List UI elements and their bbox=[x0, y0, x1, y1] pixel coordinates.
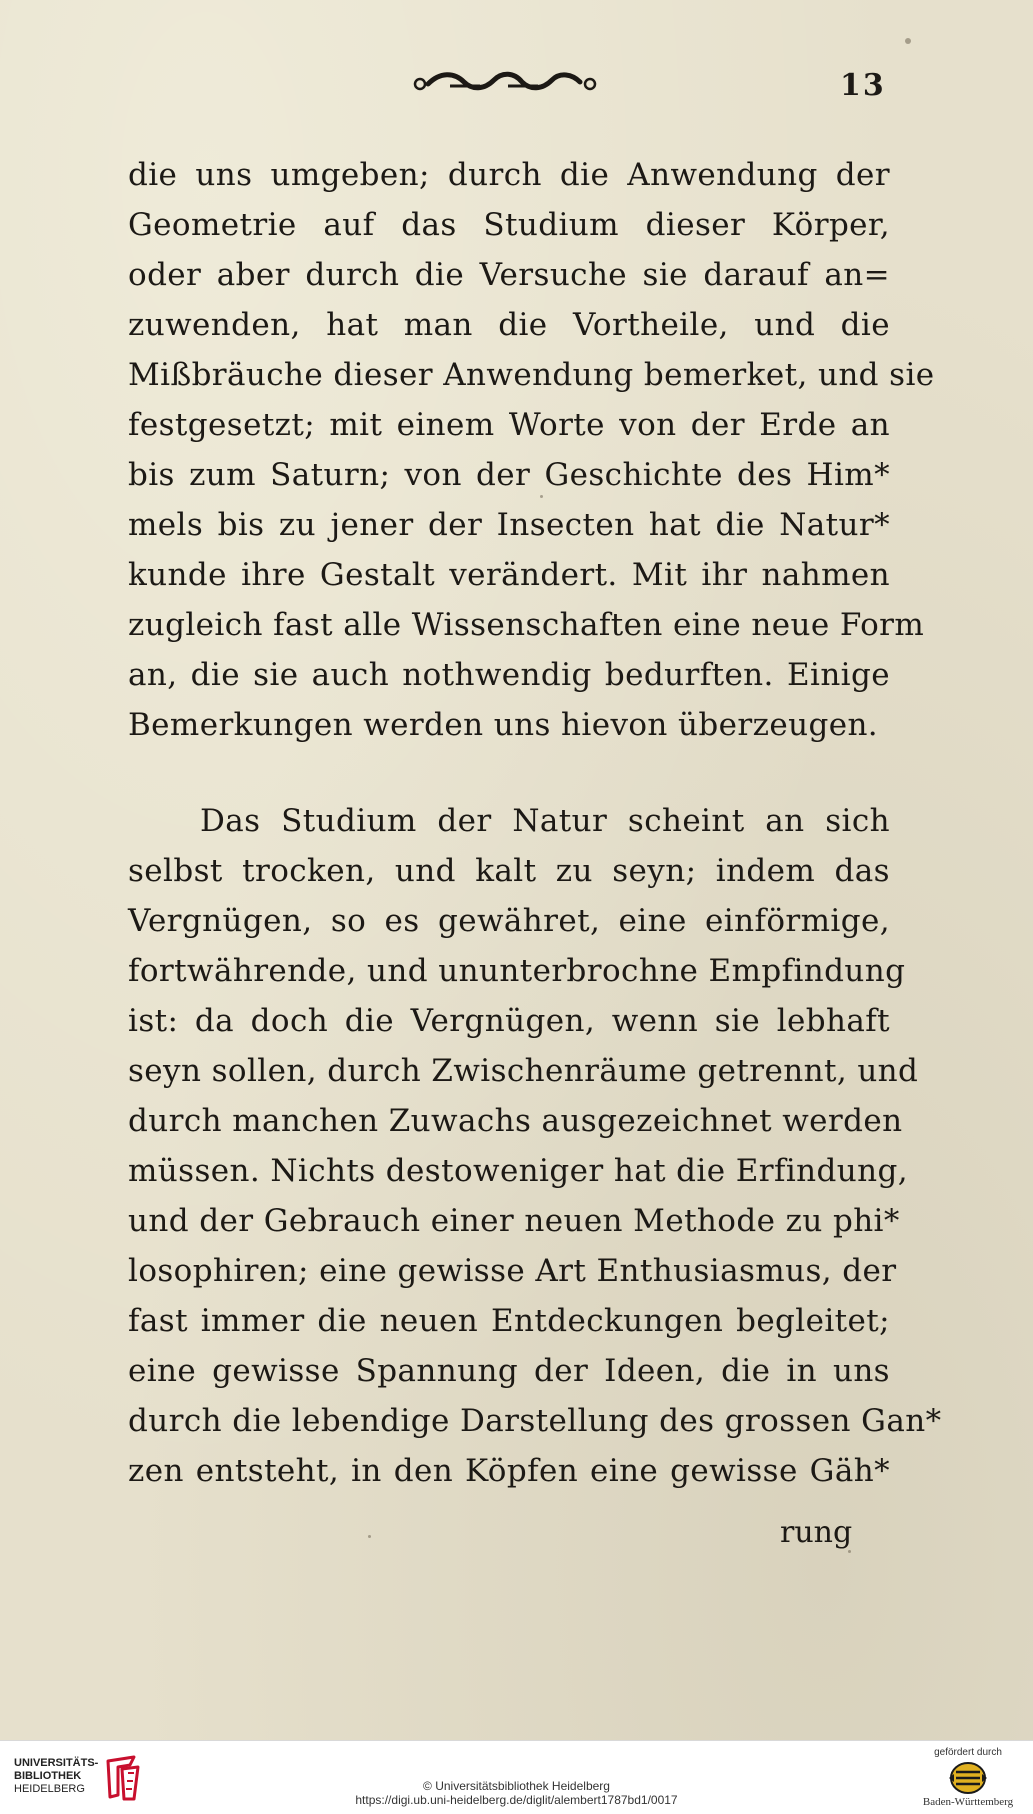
paper-speck bbox=[905, 38, 911, 44]
text-line: die uns umgeben; durch die Anwendung der bbox=[128, 157, 890, 193]
footer-credits bbox=[0, 1779, 1033, 1807]
paper-speck bbox=[368, 1535, 371, 1538]
page-number: 13 bbox=[840, 68, 886, 103]
text-line: durch manchen Zuwachs ausgezeichnet werden bbox=[128, 1103, 903, 1139]
copyright-text: © Universitätsbibliothek Heidelberg bbox=[423, 1779, 610, 1793]
text-line: bis zum Saturn; von der Geschichte des Him* bbox=[128, 457, 890, 493]
viewer-footer bbox=[0, 1740, 1033, 1814]
text-line: durch die lebendige Darstellung des grossen Gan* bbox=[128, 1403, 942, 1439]
text-line: oder aber durch die Versuche sie darauf an= bbox=[128, 257, 890, 293]
baden-wuerttemberg-crest-icon bbox=[946, 1760, 990, 1796]
vignette-ornament-icon bbox=[410, 68, 600, 98]
text-line: festgesetzt; mit einem Worte von der Erde an bbox=[128, 407, 890, 443]
text-line: fortwährende, und ununterbrochne Empfindung bbox=[128, 953, 906, 989]
text-line: ist: da doch die Vergnügen, wenn sie lebhaft bbox=[128, 1003, 890, 1039]
catchword: rung bbox=[780, 1515, 853, 1550]
paper-speck bbox=[848, 1550, 851, 1553]
text-line: kunde ihre Gestalt verändert. Mit ihr nahmen bbox=[128, 557, 890, 593]
paragraph-1 bbox=[128, 150, 935, 750]
text-line: eine gewisse Spannung der Ideen, die in uns bbox=[128, 1353, 890, 1389]
text-line: Geometrie auf das Studium dieser Körper, bbox=[128, 207, 890, 243]
sponsor-label: gefördert durch bbox=[934, 1747, 1002, 1758]
paragraph-gap bbox=[128, 750, 890, 796]
library-name-line: BIBLIOTHEK bbox=[14, 1770, 82, 1782]
text-line: Vergnügen, so es gewähret, eine einförmige, bbox=[128, 903, 890, 939]
sponsor-block[interactable] bbox=[913, 1747, 1023, 1808]
text-line: mels bis zu jener der Insecten hat die Natur* bbox=[128, 507, 890, 543]
text-line: Bemerkungen werden uns hievon überzeugen. bbox=[128, 707, 879, 743]
body-text bbox=[128, 150, 942, 1496]
text-line: an, die sie auch nothwendig bedurften. Einige bbox=[128, 657, 890, 693]
text-line: zen entsteht, in den Köpfen eine gewisse Gäh* bbox=[128, 1453, 890, 1489]
page-header bbox=[0, 62, 1033, 102]
text-line: und der Gebrauch einer neuen Methode zu phi* bbox=[128, 1203, 900, 1239]
library-name-line: UNIVERSITÄTS- bbox=[14, 1757, 99, 1769]
text-line: zuwenden, hat man die Vortheile, und die bbox=[128, 307, 890, 343]
library-name-line: HEIDELBERG bbox=[14, 1783, 85, 1795]
text-line: seyn sollen, durch Zwischenräume getrennt, und bbox=[128, 1053, 919, 1089]
text-line: losophiren; eine gewisse Art Enthusiasmus, der bbox=[128, 1253, 897, 1289]
sponsor-name: Baden-Württemberg bbox=[922, 1796, 1014, 1808]
text-line: zugleich fast alle Wissenschaften eine neue Form bbox=[128, 607, 925, 643]
text-line: müssen. Nichts destoweniger hat die Erfindung, bbox=[128, 1153, 909, 1189]
text-line: selbst trocken, und kalt zu seyn; indem das bbox=[128, 853, 890, 889]
text-line: Mißbräuche dieser Anwendung bemerket, und sie bbox=[128, 357, 935, 393]
text-line: Das Studium der Natur scheint an sich bbox=[200, 803, 890, 839]
paragraph-2 bbox=[128, 796, 942, 1496]
text-line: fast immer die neuen Entdeckungen begleitet; bbox=[128, 1303, 890, 1339]
permalink-url[interactable]: https://digi.ub.uni-heidelberg.de/diglit/alembert1787bd1/0017 bbox=[355, 1793, 678, 1807]
